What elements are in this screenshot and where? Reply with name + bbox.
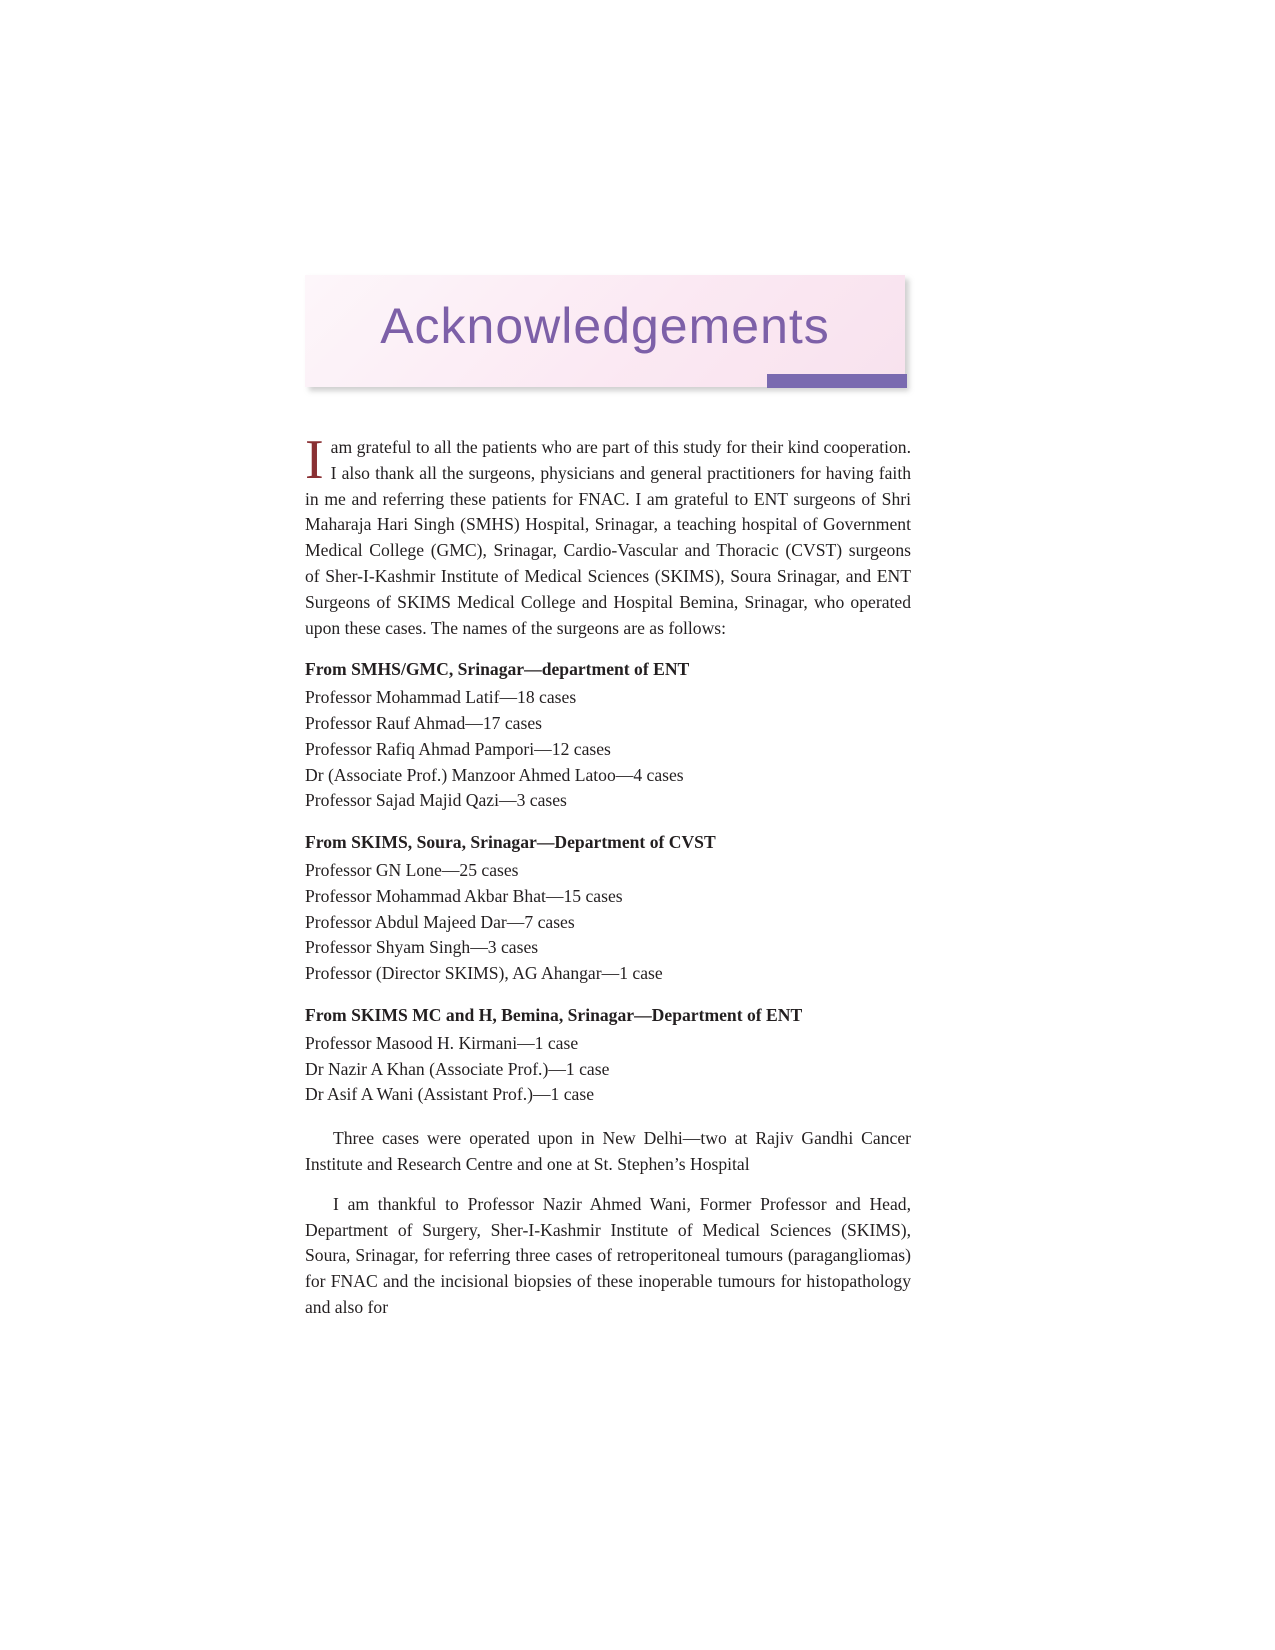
body-text [305, 429, 911, 1321]
intro-paragraph [305, 429, 911, 641]
title-accent-bar [767, 374, 907, 388]
closing-paragraph: Three cases were operated upon in New Delhi—two at Rajiv Gandhi Cancer Institute and Research Centre and one at St. Stephen’s Hospital [305, 1128, 911, 1174]
surgeon-item: Professor Sajad Majid Qazi—3 cases [305, 790, 567, 811]
surgeon-item: Dr Nazir A Khan (Associate Prof.)—1 case [305, 1058, 610, 1079]
surgeon-item: Dr (Associate Prof.) Manzoor Ahmed Latoo—4 cases [305, 764, 684, 785]
surgeon-item: Professor (Director SKIMS), AG Ahangar—1 case [305, 963, 663, 984]
page-title: Acknowledgements [380, 298, 830, 354]
surgeon-section-skims-bemina [305, 1003, 911, 1108]
intro-text: am grateful to all the patients who are part of this study for their kind cooperation. I also thank all the surgeons, physicians and general practitioners for having faith in me and referring these patients for FNAC. I am grateful to ENT surgeons of Shri Maharaja Hari Singh (SMHS) Hospital, Srinagar, a teaching hospital of Government Medical College (GMC), Srinagar, Cardio-Vascular and Thoracic (CVST) surgeons of Sher-I-Kashmir Institute of Medical Sciences (SKIMS), Soura Srinagar, and ENT Surgeons of SKIMS Medical College and Hospital Bemina, Srinagar, who operated upon these cases. The names of the surgeons are as follows: [305, 437, 911, 638]
surgeon-item: Professor GN Lone—25 cases [305, 859, 519, 880]
surgeon-section-skims-soura [305, 830, 911, 987]
surgeon-item: Professor Abdul Majeed Dar—7 cases [305, 911, 575, 932]
section-heading: From SKIMS MC and H, Bemina, Srinagar—Department of ENT [305, 1004, 803, 1025]
section-heading: From SKIMS, Soura, Srinagar—Department of CVST [305, 832, 716, 853]
surgeon-item: Professor Mohammad Akbar Bhat—15 cases [305, 885, 623, 906]
surgeon-item: Professor Masood H. Kirmani—1 case [305, 1032, 579, 1053]
surgeon-item: Dr Asif A Wani (Assistant Prof.)—1 case [305, 1084, 595, 1105]
surgeon-item: Professor Shyam Singh—3 cases [305, 937, 539, 958]
section-heading: From SMHS/GMC, Srinagar—department of ENT [305, 659, 690, 680]
surgeon-item: Professor Rafiq Ahmad Pampori—12 cases [305, 738, 611, 759]
page-content [305, 275, 911, 1321]
surgeon-item: Professor Rauf Ahmad—17 cases [305, 712, 542, 733]
drop-cap: I [305, 429, 324, 491]
closing-paragraph: I am thankful to Professor Nazir Ahmed Wani, Former Professor and Head, Department of Surgery, Sher-I-Kashmir Institute of Medical Sciences (SKIMS), Soura, Srinagar, for referring three cases of retroperitoneal tumours (paragangliomas) for FNAC and the incisional biopsies of these inoperable tumours for histopathology and also for [305, 1193, 911, 1317]
surgeon-section-smhs [305, 657, 911, 814]
surgeon-item: Professor Mohammad Latif—18 cases [305, 687, 577, 708]
chapter-title-banner [305, 275, 905, 387]
